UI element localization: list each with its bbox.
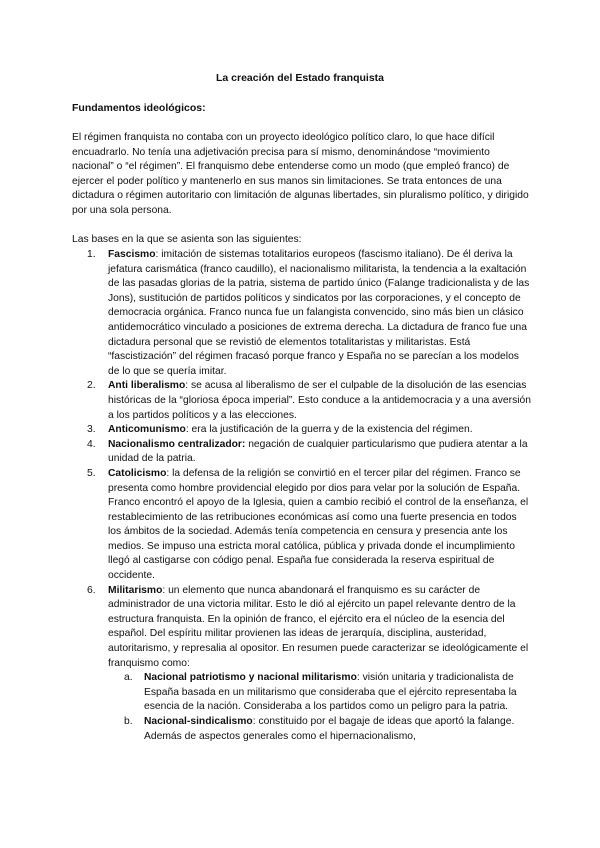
list-item-number: 4. — [87, 438, 96, 450]
list-item-text: : era la justificación de la guerra y de la existencia del régimen. — [185, 424, 473, 436]
list-item-number: 6. — [87, 584, 96, 596]
document-title: La creación del Estado franquista — [215, 72, 385, 84]
sub-list-item-text: : visión unitaria y tradicionalista de España basada en un militarismo que consideraba que el ejército representaba la esencia de la nación. Consideraba a los partidos como un peligro para la patria. — [144, 672, 517, 713]
list-item-number: 1. — [87, 249, 96, 260]
sub-list-item-term: Nacional patriotismo y nacional militarismo — [144, 672, 357, 684]
sub-list-item-text: : constituido por el bagaje de ideas que aportó la falange. Además de aspectos generales como el hipernacionalismo, — [144, 716, 515, 742]
sub-list-item-letter: a. — [124, 672, 133, 684]
list-item — [72, 248, 532, 379]
list-item — [72, 584, 532, 745]
list-item-number: 5. — [87, 467, 96, 479]
bases-intro: Las bases en la que se asienta son las siguientes: — [72, 234, 302, 245]
sub-list-item — [108, 671, 532, 715]
list-item-text: : un elemento que nunca abandonará el franquismo es su carácter de administrador de una victoria militar. Esto le dió al ejército un papel relevante dentro de la estructura franquista. En la opinión de franco, el ejército era el núcleo de la esencia del español. Del espíritu militar provienen las ideas de jerarquía, disciplina, austeridad, autoritarismo, y represalia al opositor. En resumen puede caracterizar se ideológicamente el franquismo como: — [108, 584, 529, 669]
bases-list — [72, 248, 532, 744]
list-item-text: negación de cualquier particularismo que pudiera atentar a la unidad de la patria. — [108, 438, 528, 465]
list-item-term: Anti liberalismo — [108, 380, 186, 392]
list-item — [72, 379, 532, 423]
list-item — [72, 423, 532, 438]
list-item-text: : se acusa al liberalismo de ser el culpable de la disolución de las esencias históricas de la “gloriosa época imperial”. Esto conduce a la antidemocracia y a una aversión a los partidos políticos y a las elecciones. — [108, 380, 531, 421]
list-item-term: Anticomunismo — [108, 424, 186, 436]
list-item-term: Militarismo — [108, 584, 163, 596]
sub-list-item-term: Nacional-sindicalismo — [144, 716, 253, 727]
list-item-term: Nacionalismo centralizador: — [108, 438, 246, 450]
list-item-term: Fascismo — [108, 249, 156, 260]
list-item-term: Catolicismo — [108, 467, 167, 479]
sub-list-item-letter: b. — [124, 716, 133, 727]
sub-list-item — [108, 715, 532, 744]
section-heading: Fundamentos ideológicos: — [72, 102, 206, 114]
list-item — [72, 438, 532, 467]
list-item-text: : la defensa de la religión se convirtió en el tercer pilar del régimen. Franco se presenta como hombre providencial elegido por dios para velar por la solución de España. Franco encontró el apoyo de la Iglesia, quien a cambio recibió el control de la enseñanza, el restablecimiento de las retribuciones económicas así como una fuerte presencia en todos los ámbitos de la sociedad. Además tenía competencia en censura y presencia ante los medios. Se impuso una estricta moral católica, pública y privada donde el incumplimiento llegó al castigarse con código penal. España fue considerada la reserva espiritual de occidente. — [108, 467, 529, 582]
sub-list — [108, 671, 532, 744]
list-item-text: : imitación de sistemas totalitarios europeos (fascismo italiano). De él deriva la jefatura carismática (franco caudillo), el nacionalismo militarista, la tendencia a la exaltación de las pasadas glorias de la patria, sistema de partido único (Falange tradicionalista y de las Jons), sustitución de partidos políticos y sindicatos por las corporaciones, y el concepto de democracia orgánica. Franco nunca fue un falangista convencido, sino más bien un clásico antidemocrático vinculado a posiciones de extrema derecha. La dictadura de franco fue una dictadura personal que se revistió de elementos totalitaristas y militaristas. Está “fascistización” del régimen fracasó porque franco y España no se parecían a los modelos de lo que se quería imitar. — [108, 249, 530, 377]
list-item-number: 2. — [87, 380, 96, 392]
intro-paragraph: El régimen franquista no contaba con un proyecto ideológico político claro, lo que hace difícil encuadrarlo. No tenía una adjetivación precisa para sí mismo, denominándose “movimiento nacional” o “el régimen”. El franquismo debe entenderse como un modo (que empleó franco) de ejercer el poder político y mantenerlo en sus manos sin limitaciones. Se trata entonces de una dictadura o régimen autoritario con limitación de algunas libertades, sin pluralismo político, y dirigido por una sola persona. — [72, 132, 529, 216]
list-item — [72, 467, 532, 584]
list-item-number: 3. — [87, 424, 96, 436]
